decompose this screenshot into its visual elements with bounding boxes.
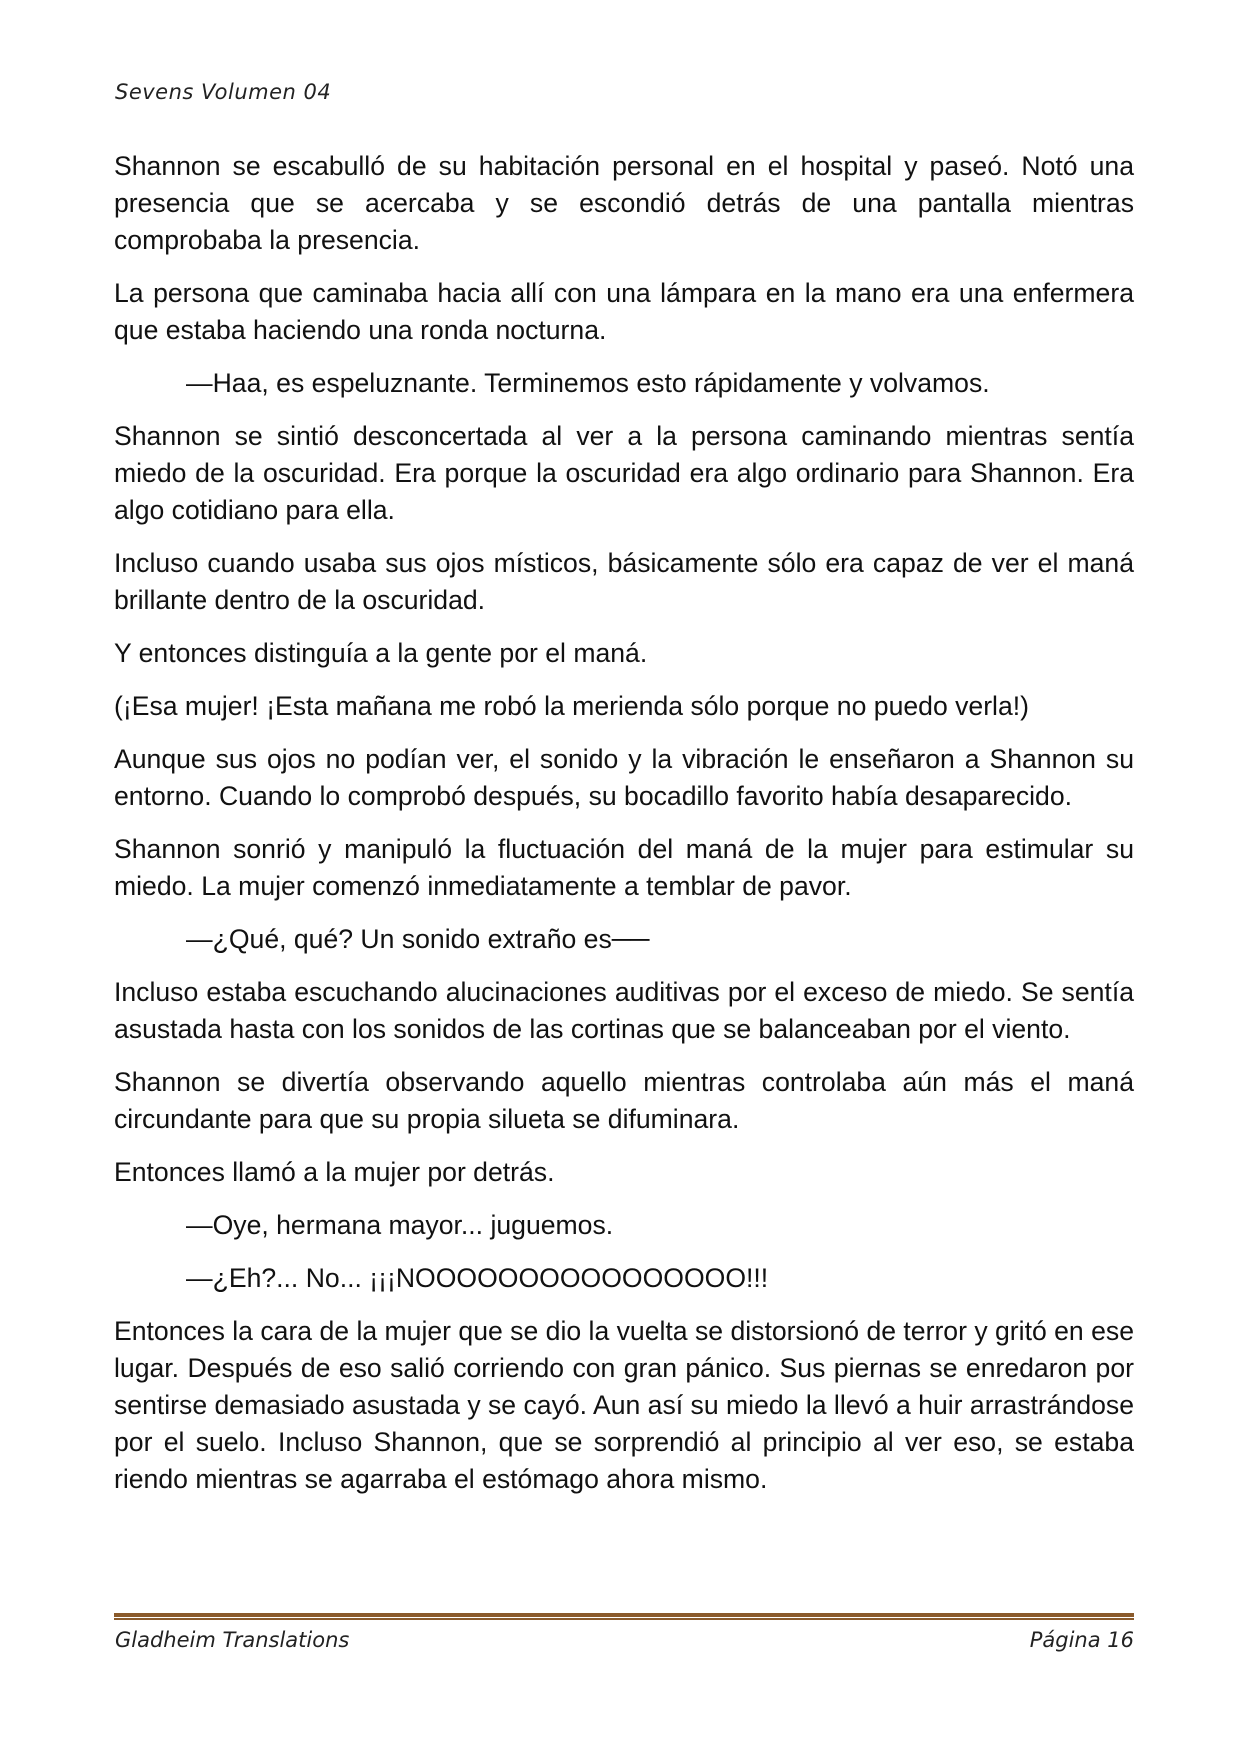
paragraph: (¡Esa mujer! ¡Esta mañana me robó la merienda sólo porque no puedo verla!): [114, 691, 1030, 721]
paragraph: Entonces la cara de la mujer que se dio la vuelta se distorsionó de terror y gritó en ese lugar. Después de eso salió corriendo con gran pánico. Sus piernas se enredaron por sentirse demasiado asustada y se cayó. Aun así su miedo la llevó a huir arrastrándose por el suelo. Incluso Shannon, que se sorprendió al principio al ver eso, se estaba riendo mientras se agarraba el estómago ahora mismo.: [114, 1316, 1134, 1494]
footer-page-number: Página 16: [1029, 1628, 1134, 1652]
dialogue-line: —Oye, hermana mayor... juguemos.: [186, 1210, 614, 1240]
paragraph: Shannon se sintió desconcertada al ver a la persona caminando mientras sentía miedo de la oscuridad. Era porque la oscuridad era algo ordinario para Shannon. Era algo cotidiano para ella.: [114, 421, 1134, 525]
paragraph: Y entonces distinguía a la gente por el maná.: [114, 638, 648, 668]
footer-translator-credit: Gladheim Translations: [115, 1628, 350, 1652]
document-body: [114, 148, 1134, 1514]
dialogue-line: —¿Eh?... No... ¡¡¡NOOOOOOOOOOOOOOOO!!!: [186, 1263, 769, 1293]
paragraph: Aunque sus ojos no podían ver, el sonido y la vibración le enseñaron a Shannon su entorno. Cuando lo comprobó después, su bocadillo favorito había desaparecido.: [114, 744, 1134, 811]
dialogue-line: —¿Qué, qué? Un sonido extraño es──: [186, 924, 650, 954]
footer-divider: [114, 1613, 1134, 1620]
paragraph: Entonces llamó a la mujer por detrás.: [114, 1157, 555, 1187]
page-header-title: Sevens Volumen 04: [115, 80, 332, 104]
paragraph: Incluso cuando usaba sus ojos místicos, básicamente sólo era capaz de ver el maná brillante dentro de la oscuridad.: [114, 548, 1134, 615]
dialogue-line: —Haa, es espeluznante. Terminemos esto rápidamente y volvamos.: [186, 368, 990, 398]
paragraph: Shannon se escabulló de su habitación personal en el hospital y paseó. Notó una presencia que se acercaba y se escondió detrás de una pantalla mientras comprobaba la presencia.: [114, 151, 1134, 255]
footer-divider-thick-line: [114, 1613, 1134, 1617]
paragraph: Shannon sonrió y manipuló la fluctuación del maná de la mujer para estimular su miedo. La mujer comenzó inmediatamente a temblar de pavor.: [114, 834, 1134, 901]
paragraph: Shannon se divertía observando aquello mientras controlaba aún más el maná circundante para que su propia silueta se difuminara.: [114, 1067, 1134, 1134]
paragraph: La persona que caminaba hacia allí con una lámpara en la mano era una enfermera que estaba haciendo una ronda nocturna.: [114, 278, 1134, 345]
paragraph: Incluso estaba escuchando alucinaciones auditivas por el exceso de miedo. Se sentía asustada hasta con los sonidos de las cortinas que se balanceaban por el viento.: [114, 977, 1134, 1044]
footer-divider-thin-line: [114, 1618, 1134, 1620]
